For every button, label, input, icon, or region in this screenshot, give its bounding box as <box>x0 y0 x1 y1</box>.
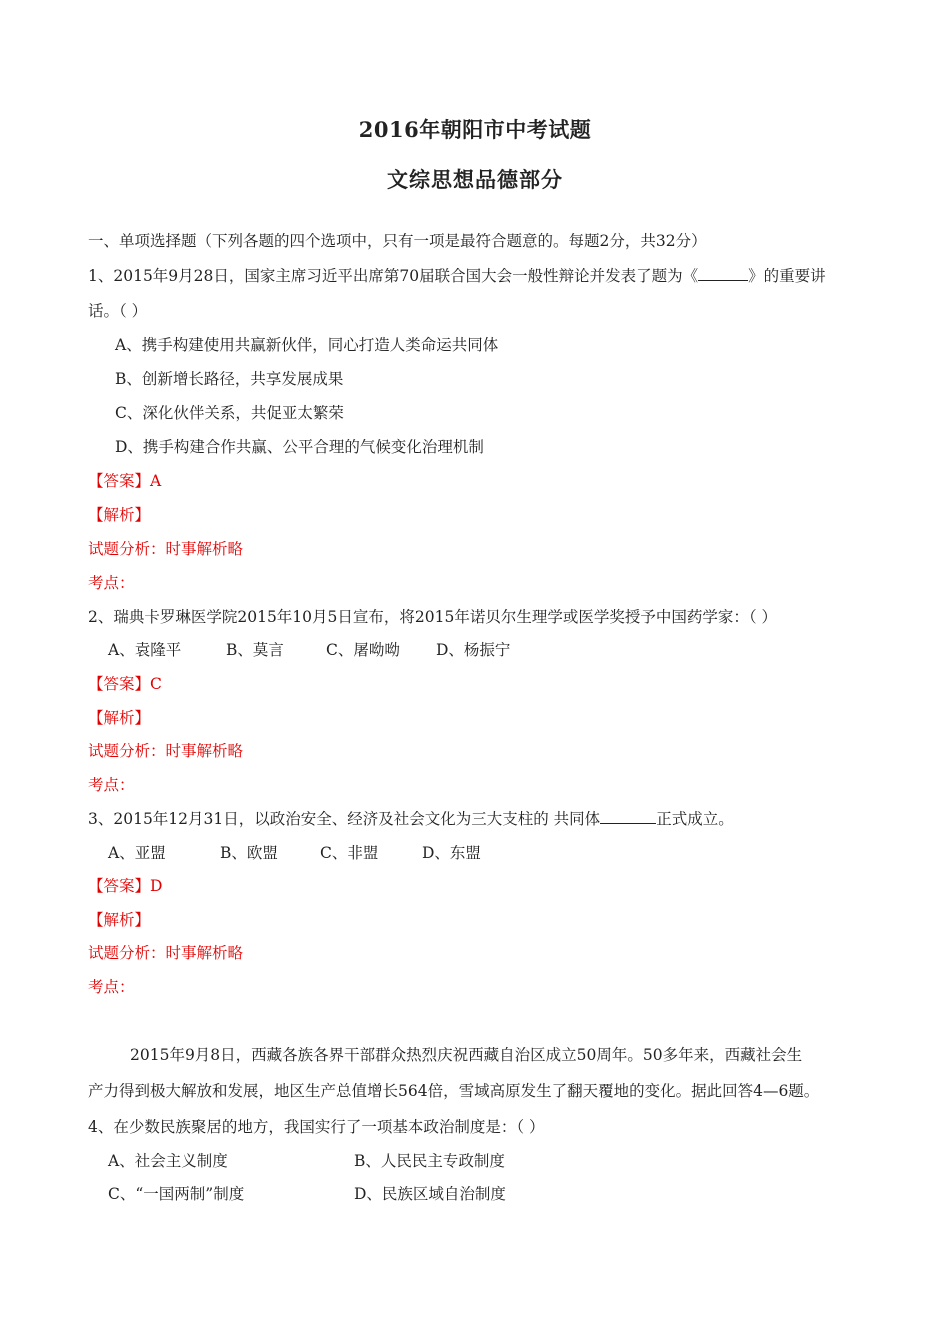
q2-analysis-detail: 试题分析：时事解析略 <box>88 742 244 760</box>
q3-key-point: 考点： <box>88 978 135 996</box>
q1-answer-label: 【答案】 <box>88 472 151 490</box>
q2-options <box>108 640 510 660</box>
q2-option-b: B、莫言 <box>226 641 284 659</box>
q4-option-d: D、民族区域自治制度 <box>354 1185 506 1203</box>
q3-answer-label: 【答案】 <box>88 877 151 895</box>
q1-option-a: A、携手构建使用共赢新伙伴，同心打造人类命运共同体 <box>115 336 499 354</box>
passage-line1: 2015年9月8日，西藏各族各界干部群众热烈庆祝西藏自治区成立50周年。50多年来，西藏社会生 <box>130 1046 803 1064</box>
q1-blank <box>698 266 748 281</box>
q3-stem <box>88 809 734 829</box>
q1-answer-value: A <box>150 472 162 490</box>
q1-analysis-label: 【解析】 <box>88 506 151 524</box>
q3-stem-part1: 3、2015年12月31日，以政治安全、经济及社会文化为三大支柱的 共同体 <box>88 810 601 828</box>
q2-analysis-label: 【解析】 <box>88 709 151 727</box>
q2-option-a: A、袁隆平 <box>108 641 182 659</box>
q3-blank <box>600 809 656 824</box>
q1-stem-line2: 话。（ ） <box>88 302 148 320</box>
q2-answer-value: C <box>150 675 162 693</box>
q2-answer <box>88 674 162 694</box>
q3-option-a: A、亚盟 <box>108 844 166 862</box>
q1-stem-part1: 1、2015年9月28日，国家主席习近平出席第70届联合国大会一般性辩论并发表了题为《 <box>88 267 699 285</box>
q3-options <box>108 843 481 863</box>
section-heading: 一、单项选择题（下列各题的四个选项中，只有一项是最符合题意的。每题2分，共32分） <box>88 232 707 250</box>
q1-stem-part2: 》的重要讲 <box>748 267 826 285</box>
q3-option-d: D、东盟 <box>422 844 481 862</box>
q1-option-c: C、深化伙伴关系，共促亚太繁荣 <box>115 404 344 422</box>
q4-option-b: B、人民民主专政制度 <box>354 1152 505 1170</box>
page-subtitle: 文综思想品德部分 <box>387 167 563 192</box>
q3-option-b: B、欧盟 <box>220 844 278 862</box>
q3-analysis-detail: 试题分析：时事解析略 <box>88 944 244 962</box>
q4-options-row2 <box>108 1184 506 1204</box>
q4-option-c: C、“一国两制”制度 <box>108 1185 245 1203</box>
q3-option-c: C、非盟 <box>320 844 379 862</box>
q1-key-point: 考点： <box>88 574 135 592</box>
q3-analysis-label: 【解析】 <box>88 911 151 929</box>
page-title: 2016年朝阳市中考试题 <box>358 117 592 142</box>
q3-answer <box>88 876 162 896</box>
q2-option-d: D、杨振宁 <box>436 641 511 659</box>
q4-stem: 4、在少数民族聚居的地方，我国实行了一项基本政治制度是：（ ） <box>88 1118 545 1136</box>
passage-line2: 产力得到极大解放和发展，地区生产总值增长564倍，雪域高原发生了翻天覆地的变化。据此回答4—6题。 <box>88 1082 820 1100</box>
q1-stem-line1 <box>88 266 826 286</box>
q4-option-a: A、社会主义制度 <box>108 1152 228 1170</box>
q1-option-b: B、创新增长路径，共享发展成果 <box>115 370 344 388</box>
q4-options-row1 <box>108 1151 505 1171</box>
q1-option-d: D、携手构建合作共赢、公平合理的气候变化治理机制 <box>115 438 484 456</box>
q2-option-c: C、屠呦呦 <box>326 641 400 659</box>
q1-analysis-detail: 试题分析：时事解析略 <box>88 540 244 558</box>
q3-answer-value: D <box>150 877 163 895</box>
q2-stem: 2、瑞典卡罗琳医学院2015年10月5日宣布，将2015年诺贝尔生理学或医学奖授予中国药学家：（ ） <box>88 608 778 626</box>
q1-answer <box>88 471 161 491</box>
q2-key-point: 考点： <box>88 776 135 794</box>
q3-stem-part2: 正式成立。 <box>656 810 734 828</box>
q2-answer-label: 【答案】 <box>88 675 151 693</box>
